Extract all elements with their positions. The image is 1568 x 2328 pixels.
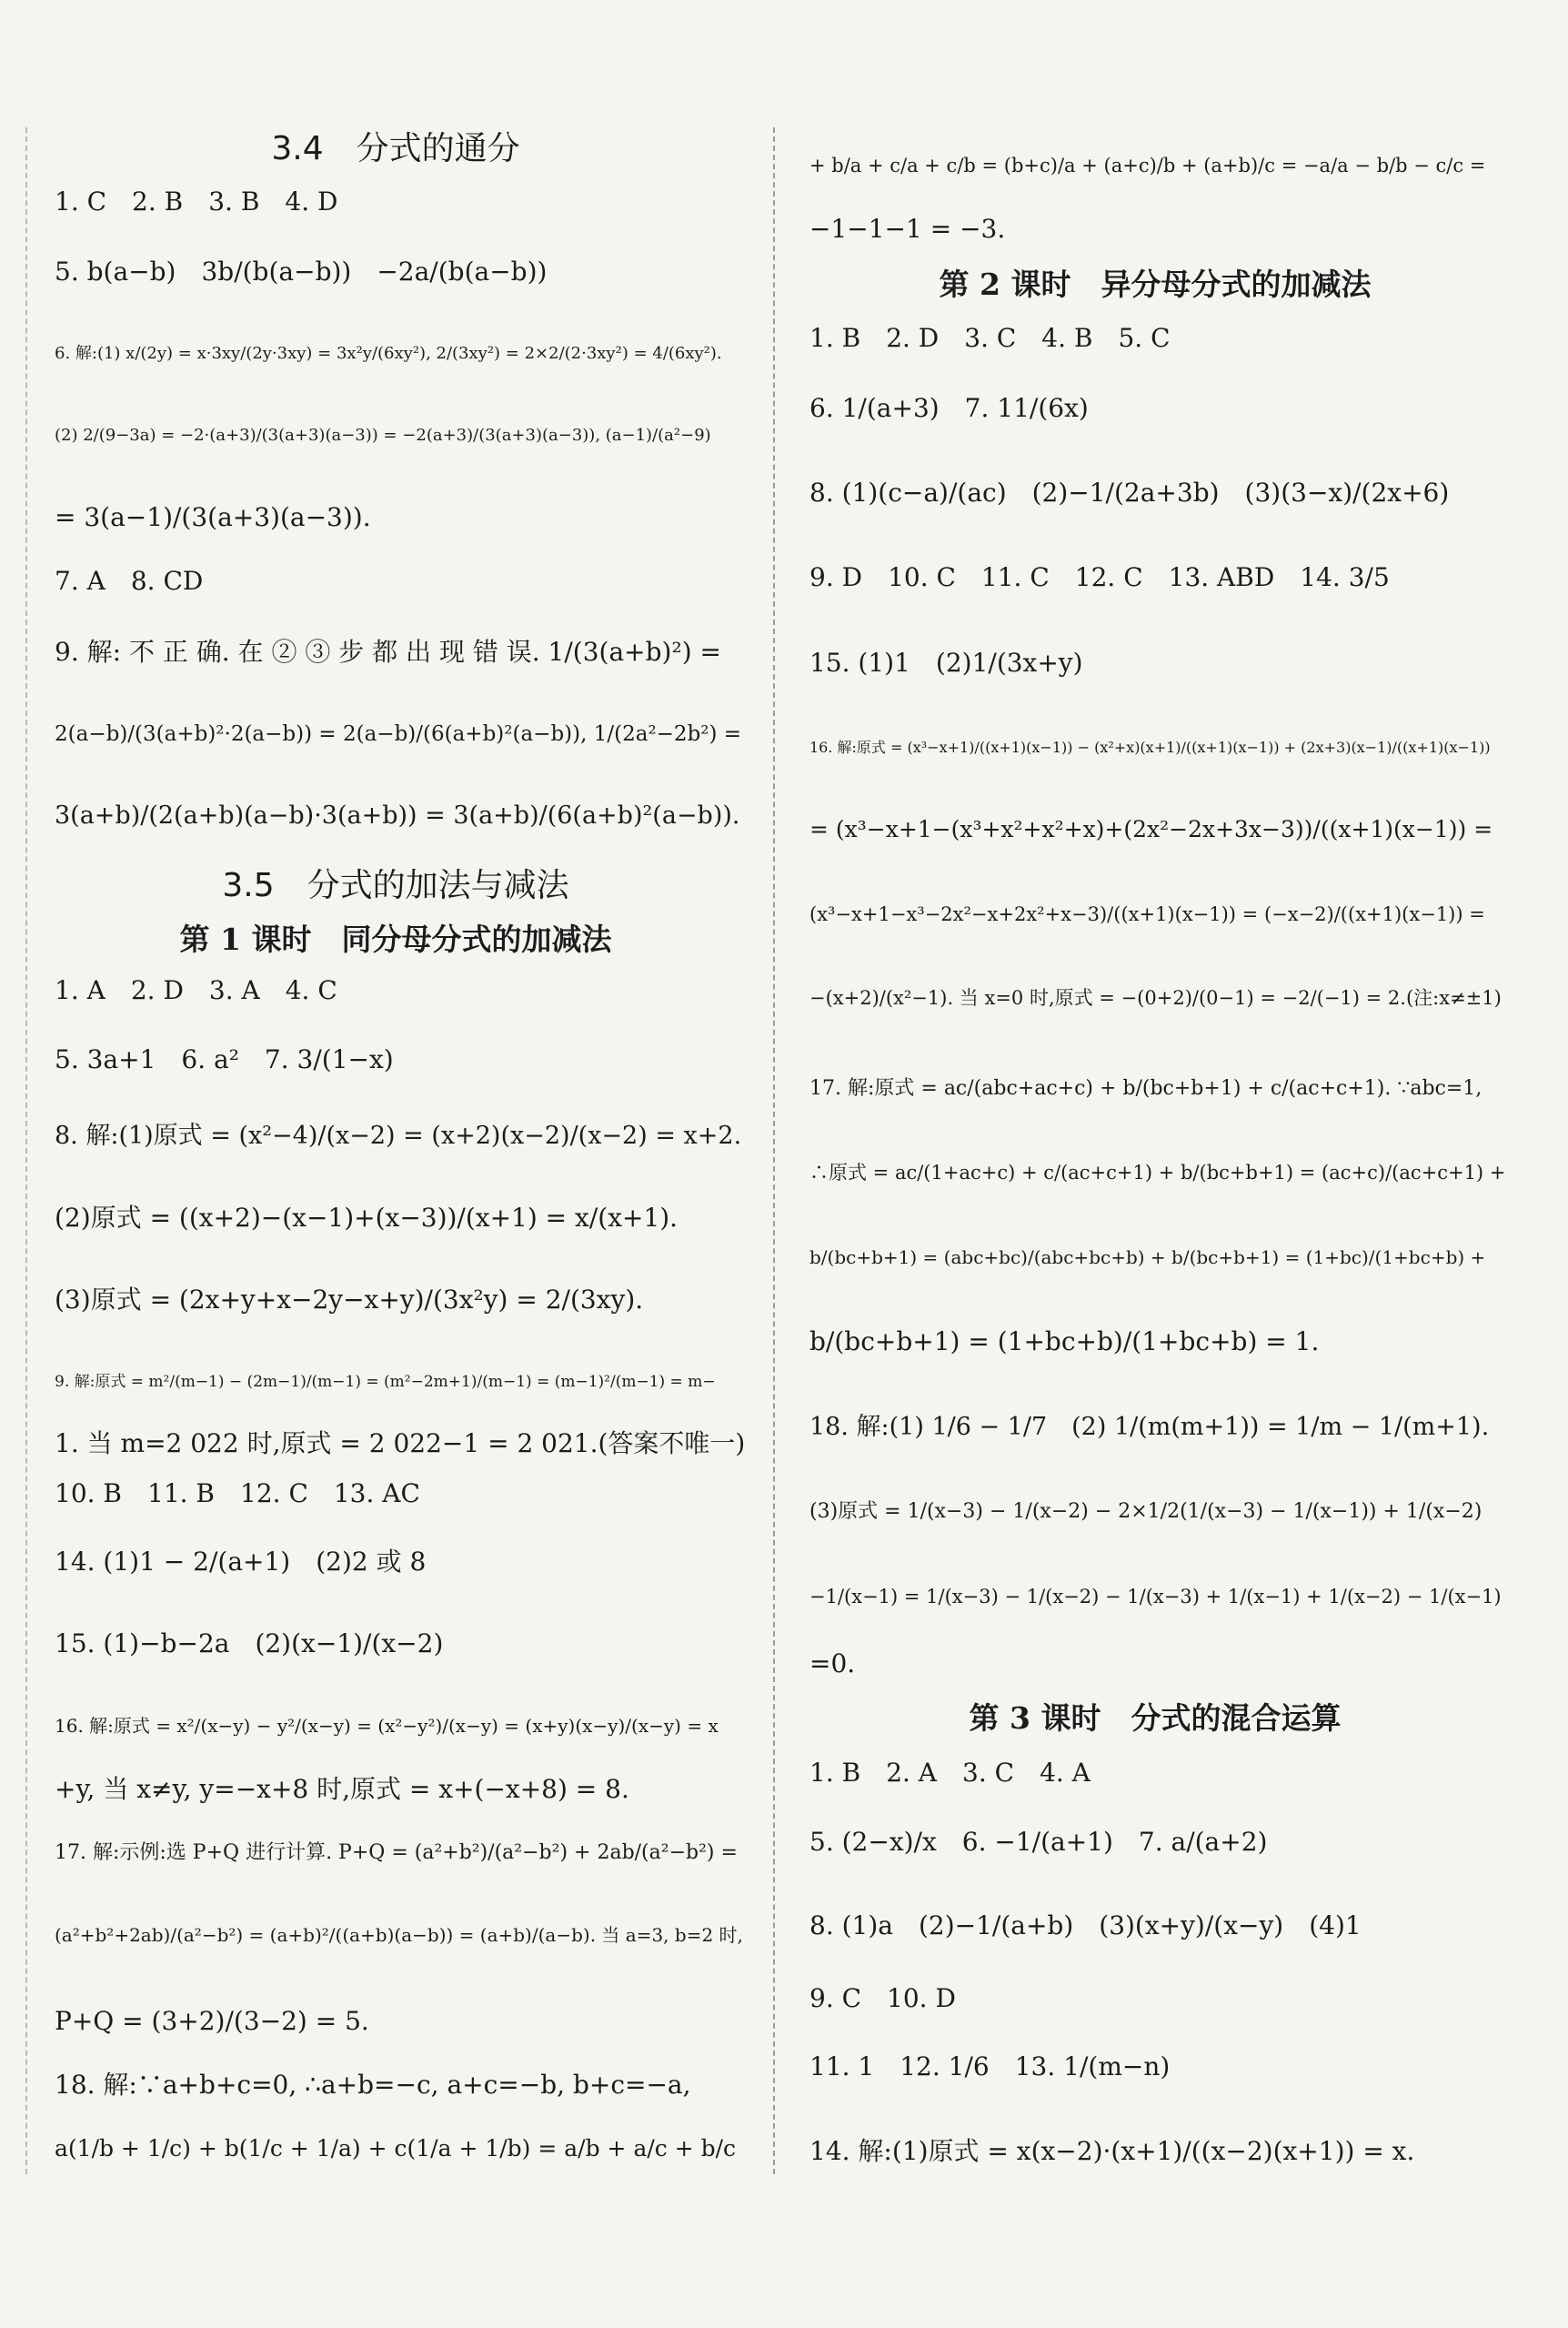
answer-line: 17. 解:原式 = ac/(abc+ac+c) + b/(bc+b+1) + c/(ac+c+1). ∵abc=1, (809, 1077, 1483, 1100)
left-margin-rule (25, 127, 27, 2174)
answer-line: 5. 3a+1 6. a² 7. 3/(1−x) (55, 1044, 394, 1074)
answer-line: P+Q = (3+2)/(3−2) = 5. (55, 2006, 369, 2036)
answer-line: 11. 1 12. 1/6 13. 1/(m−n) (809, 2051, 1171, 2081)
answer-line: 15. (1)−b−2a (2)(x−1)/(x−2) (55, 1628, 444, 1658)
answer-line: 9. 解:原式 = m²/(m−1) − (2m−1)/(m−1) = (m²−2m+1)/(m−1) = (m−1)²/(m−1) = m− (55, 1373, 716, 1391)
answer-line: −1/(x−1) = 1/(x−3) − 1/(x−2) − 1/(x−3) + 1/(x−1) + 1/(x−2) − 1/(x−1) (809, 1586, 1502, 1607)
section-title-3-5: 3.5 分式的加法与减法 (222, 867, 569, 904)
lesson-title-1: 第 1 课时 同分母分式的加减法 (179, 922, 612, 957)
answer-line: 9. C 10. D (809, 1983, 956, 2013)
answer-line: 9. 解: 不 正 确. 在 ② ③ 步 都 出 现 错 误. 1/(3(a+b)²) = (55, 637, 721, 667)
answer-line: 8. (1)(c−a)/(ac) (2)−1/(2a+3b) (3)(3−x)/(2x+6) (809, 478, 1450, 508)
answer-line: 1. B 2. A 3. C 4. A (809, 1758, 1091, 1788)
answer-line: −(x+2)/(x²−1). 当 x=0 时,原式 = −(0+2)/(0−1) = −2/(−1) = 2.(注:x≠±1) (809, 987, 1502, 1009)
answer-line: 16. 解:原式 = (x³−x+1)/((x+1)(x−1)) − (x²+x)(x+1)/((x+1)(x−1)) + (2x+3)(x−1)/((x+1)(x−1)) (809, 739, 1491, 756)
answer-line: 17. 解:示例:选 P+Q 进行计算. P+Q = (a²+b²)/(a²−b²) + 2ab/(a²−b²) = (55, 1841, 738, 1864)
answer-line: +y, 当 x≠y, y=−x+8 时,原式 = x+(−x+8) = 8. (55, 1774, 629, 1804)
answer-line: 6. 1/(a+3) 7. 11/(6x) (809, 393, 1089, 423)
answer-line: 1. 当 m=2 022 时,原式 = 2 022−1 = 2 021.(答案不唯一) (55, 1428, 746, 1458)
answer-line: 5. (2−x)/x 6. −1/(a+1) 7. a/(a+2) (809, 1827, 1268, 1857)
answer-line: −1−1−1 = −3. (809, 214, 1006, 244)
answer-line: 16. 解:原式 = x²/(x−y) − y²/(x−y) = (x²−y²)/(x−y) = (x+y)(x−y)/(x−y) = x (55, 1715, 719, 1737)
answer-line: 8. (1)a (2)−1/(a+b) (3)(x+y)/(x−y) (4)1 (809, 1910, 1362, 1940)
answer-line: 1. C 2. B 3. B 4. D (55, 186, 338, 217)
answer-line: (a²+b²+2ab)/(a²−b²) = (a+b)²/((a+b)(a−b)) = (a+b)/(a−b). 当 a=3, b=2 时, (55, 1924, 743, 1946)
section-title-3-4: 3.4 分式的通分 (271, 130, 520, 167)
answer-line: (2) 2/(9−3a) = −2·(a+3)/(3(a+3)(a−3)) = −2(a+3)/(3(a+3)(a−3)), (a−1)/(a²−9) (55, 426, 711, 445)
answer-line: 7. A 8. CD (55, 566, 204, 596)
answer-line: 14. (1)1 − 2/(a+1) (2)2 或 8 (55, 1547, 427, 1577)
answer-line: = (x³−x+1−(x³+x²+x²+x)+(2x²−2x+3x−3))/((x+1)(x−1)) = (809, 816, 1493, 842)
answer-line: (3)原式 = (2x+y+x−2y−x+y)/(3x²y) = 2/(3xy). (55, 1285, 644, 1315)
answer-line: ∴原式 = ac/(1+ac+c) + c/(ac+c+1) + b/(bc+b+1) = (ac+c)/(ac+c+1) + (809, 1162, 1506, 1184)
answer-line: (x³−x+1−x³−2x²−x+2x²+x−3)/((x+1)(x−1)) = (−x−2)/((x+1)(x−1)) = (809, 903, 1485, 925)
lesson-title-2: 第 2 课时 异分母分式的加减法 (939, 267, 1372, 302)
answer-line: 10. B 11. B 12. C 13. AC (55, 1478, 420, 1508)
answer-line: 2(a−b)/(3(a+b)²·2(a−b)) = 2(a−b)/(6(a+b)²(a−b)), 1/(2a²−2b²) = (55, 722, 742, 746)
lesson-title-3: 第 3 课时 分式的混合运算 (969, 1700, 1342, 1736)
answer-line: 18. 解:(1) 1/6 − 1/7 (2) 1/(m(m+1)) = 1/m − 1/(m+1). (809, 1413, 1490, 1441)
left-column (36, 0, 755, 2202)
column-divider (773, 127, 775, 2174)
answer-line: b/(bc+b+1) = (abc+bc)/(abc+bc+b) + b/(bc+b+1) = (1+bc)/(1+bc+b) + (809, 1246, 1486, 1268)
answer-line: 1. A 2. D 3. A 4. C (55, 975, 337, 1005)
answer-line: (2)原式 = ((x+2)−(x−1)+(x−3))/(x+1) = x/(x+1). (55, 1203, 678, 1233)
answer-line: 18. 解:∵a+b+c=0, ∴a+b=−c, a+c=−b, b+c=−a, (55, 2070, 691, 2100)
answer-line: b/(bc+b+1) = (1+bc+b)/(1+bc+b) = 1. (809, 1326, 1320, 1356)
right-column (791, 0, 1519, 2202)
answer-line: 3(a+b)/(2(a+b)(a−b)·3(a+b)) = 3(a+b)/(6(a+b)²(a−b)). (55, 801, 740, 830)
answer-line: 8. 解:(1)原式 = (x²−4)/(x−2) = (x+2)(x−2)/(x−2) = x+2. (55, 1122, 742, 1150)
answer-line: =0. (809, 1648, 856, 1678)
answer-line: 5. b(a−b) 3b/(b(a−b)) −2a/(b(a−b)) (55, 257, 548, 287)
answer-line: 14. 解:(1)原式 = x(x−2)·(x+1)/((x−2)(x+1)) = x. (809, 2136, 1415, 2166)
answer-line: 15. (1)1 (2)1/(3x+y) (809, 648, 1083, 678)
answer-line: = 3(a−1)/(3(a+3)(a−3)). (55, 502, 371, 532)
answer-line: 6. 解:(1) x/(2y) = x·3xy/(2y·3xy) = 3x²y/(6xy²), 2/(3xy²) = 2×2/(2·3xy²) = 4/(6xy²). (55, 344, 722, 363)
answer-line: + b/a + c/a + c/b = (b+c)/a + (a+c)/b + (a+b)/c = −a/a − b/b − c/c = (809, 155, 1486, 176)
answer-line: a(1/b + 1/c) + b(1/c + 1/a) + c(1/a + 1/b) = a/b + a/c + b/c (55, 2135, 737, 2162)
answer-line: (3)原式 = 1/(x−3) − 1/(x−2) − 2×1/2(1/(x−3) − 1/(x−1)) + 1/(x−2) (809, 1500, 1483, 1523)
answer-line: 9. D 10. C 11. C 12. C 13. ABD 14. 3/5 (809, 562, 1390, 592)
answer-line: 1. B 2. D 3. C 4. B 5. C (809, 323, 1171, 353)
